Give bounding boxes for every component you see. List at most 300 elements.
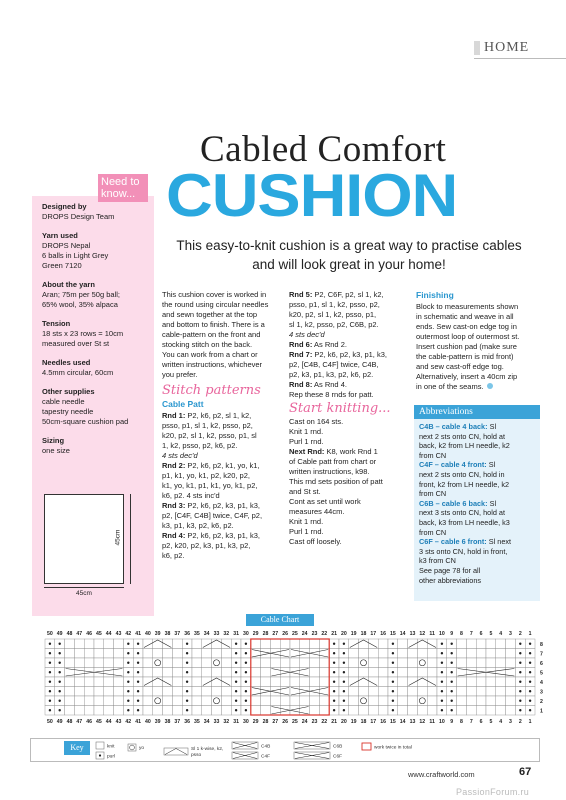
chart-cell [290, 639, 300, 649]
chart-col-label: 17 [370, 631, 377, 637]
chart-cell [506, 649, 516, 659]
chart-cell [290, 696, 300, 706]
chart-cell [143, 668, 153, 678]
chart-cell [172, 706, 182, 716]
round-line [289, 350, 413, 360]
chart-cell [359, 658, 369, 668]
chart-cell [192, 687, 202, 697]
chart-cell [368, 649, 378, 659]
chart-cell [378, 658, 388, 668]
chart-cell [153, 658, 163, 668]
chart-cell [212, 639, 222, 649]
start-line: Cont as set until work [289, 497, 361, 506]
chart-col-label: 12 [419, 719, 426, 725]
schematic-height-line [114, 494, 138, 584]
chart-cell [94, 639, 104, 649]
chart-cell [261, 677, 271, 687]
chart-cell [427, 649, 437, 659]
purl-dot [245, 643, 247, 645]
chart-cell [368, 706, 378, 716]
abbr-line: from CN [419, 527, 447, 537]
purl-dot [245, 662, 247, 664]
chart-cell [359, 639, 369, 649]
chart-cell [417, 639, 427, 649]
chart-cell [466, 677, 476, 687]
chart-col-label: 5 [489, 631, 493, 637]
finishing-line: ends. Sew cast-on edge tog in [416, 322, 517, 331]
round-line [162, 501, 286, 511]
purl-dot [441, 690, 443, 692]
chart-cell [65, 658, 75, 668]
chart-cell [496, 668, 506, 678]
chart-col-label: 44 [105, 719, 112, 725]
chart-cell [172, 668, 182, 678]
chart-cell [104, 668, 114, 678]
abbr-def: Sl [486, 460, 496, 470]
purl-dot [333, 690, 335, 692]
round-line: k6, p2. [162, 551, 185, 560]
section-tab-marker [474, 41, 480, 55]
chart-cell [172, 696, 182, 706]
purl-dot [235, 671, 237, 673]
start-line: Cast off loosely. [289, 537, 342, 546]
purl-dot [451, 700, 453, 702]
abbr-line [419, 460, 537, 470]
finishing-line: and sew cast-off edge tog. [416, 362, 504, 371]
chart-col-label: 10 [439, 631, 445, 637]
chart-cell [457, 649, 467, 659]
purl-dot [186, 700, 188, 702]
purl-dot [59, 652, 61, 654]
chart-cell [172, 639, 182, 649]
purl-dot [519, 652, 521, 654]
chart-col-label: 28 [262, 719, 269, 725]
chart-col-label: 18 [360, 719, 367, 725]
intro-line: This cushion cover is worked in [162, 290, 267, 299]
chart-cell [114, 677, 124, 687]
chart-cell [300, 706, 310, 716]
purl-dot [451, 690, 453, 692]
round-text: P2, k6, p2, k3, p1, k3, [312, 350, 387, 359]
round-line: 4 sts dec'd [289, 330, 325, 339]
chart-row-label: 8 [540, 641, 543, 648]
title-line2: CUSHION [166, 162, 458, 229]
purl-dot [186, 671, 188, 673]
key-symbols [94, 740, 534, 762]
chart-cell [153, 639, 163, 649]
chart-cell [251, 696, 261, 706]
chart-col-label: 29 [252, 719, 259, 725]
purl-dot [519, 700, 521, 702]
purl-dot [245, 700, 247, 702]
chart-cell [104, 687, 114, 697]
chart-row-label: 2 [540, 698, 543, 705]
chart-cell [261, 668, 271, 678]
column-1 [162, 290, 286, 561]
chart-cell [114, 696, 124, 706]
purl-dot [186, 652, 188, 654]
abbr-def: Sl [487, 498, 497, 508]
chart-cell [270, 677, 280, 687]
round-label: Rnd 5: [289, 290, 313, 299]
chart-cell [486, 677, 496, 687]
chart-cell [84, 706, 94, 716]
chart-cell [466, 687, 476, 697]
chart-cell [94, 687, 104, 697]
purl-dot [137, 662, 139, 664]
chart-cell [319, 668, 329, 678]
round-label: Rnd 3: [162, 501, 186, 510]
chart-cell [74, 639, 84, 649]
chart-col-label: 31 [233, 719, 239, 725]
intro-line: and bottom to finish. There is a [162, 320, 265, 329]
sidebar-text: cable needle [42, 397, 85, 406]
start-line: Purl 1 rnd. [289, 437, 324, 446]
chart-cell [486, 696, 496, 706]
chart-row-label: 3 [540, 689, 543, 696]
chart-col-label: 16 [380, 719, 386, 725]
chart-cell [172, 687, 182, 697]
round-line: sl 1, k2, psso, p2, C6B, p2. [289, 320, 379, 329]
chart-col-label: 8 [460, 719, 463, 725]
chart-cell [192, 639, 202, 649]
sidebar-content [42, 202, 154, 456]
chart-col-label: 34 [203, 719, 210, 725]
chart-col-label: 33 [213, 719, 220, 725]
chart-cell [408, 658, 418, 668]
chart-cell [349, 706, 359, 716]
chart-cell [104, 649, 114, 659]
chart-cell [486, 706, 496, 716]
chart-cell [349, 668, 359, 678]
chart-col-label: 32 [223, 719, 230, 725]
chart-col-label: 32 [223, 631, 230, 637]
abbr-line: back, k3 from LH needle, k3 [419, 517, 510, 527]
chart-col-label: 41 [135, 719, 141, 725]
purl-dot [529, 662, 531, 664]
abbr-line: from CN [419, 450, 447, 460]
abbr-line: next 2 sts onto CN, hold in [419, 469, 505, 479]
purl-dot [127, 709, 129, 711]
sidebar-text: measured over St st [42, 339, 110, 348]
chart-cell [310, 658, 320, 668]
chart-cell [476, 658, 486, 668]
chart-col-label: 49 [56, 631, 63, 637]
purl-dot [235, 643, 237, 645]
purl-dot [235, 700, 237, 702]
chart-cell [192, 668, 202, 678]
cable-patt-heading: Cable Patt [162, 399, 204, 409]
abbr-def: Sl [487, 422, 497, 431]
purl-dot [392, 700, 394, 702]
purl-dot [59, 671, 61, 673]
chart-col-label: 25 [292, 719, 298, 725]
chart-cell [84, 687, 94, 697]
chart-cell [221, 687, 231, 697]
purl-dot [137, 709, 139, 711]
section-label: HOME [484, 40, 530, 55]
chart-cell [202, 687, 212, 697]
chart-cell [270, 706, 280, 716]
chart-cell [466, 649, 476, 659]
chart-cell [65, 687, 75, 697]
chart-cell [163, 668, 173, 678]
chart-cell [408, 696, 418, 706]
chart-cell [74, 668, 84, 678]
chart-cell [310, 677, 320, 687]
purl-dot [451, 681, 453, 683]
chart-cell [408, 668, 418, 678]
chart-col-label: 48 [66, 631, 73, 637]
chart-col-label: 40 [145, 631, 151, 637]
chart-cell [496, 696, 506, 706]
chart-cell [84, 649, 94, 659]
chart-cell [212, 649, 222, 659]
sidebar-text: DROPS Design Team [42, 212, 115, 221]
chart-cell [310, 706, 320, 716]
finishing-line: Block to measurements shown [416, 302, 519, 311]
purl-dot [333, 681, 335, 683]
chart-col-label: 9 [450, 719, 454, 725]
chart-cell [398, 639, 408, 649]
chart-cell [310, 639, 320, 649]
round-label: Rnd 1: [162, 411, 186, 420]
chart-cell [300, 658, 310, 668]
chart-col-label: 5 [489, 719, 493, 725]
abbr-line: next 2 sts onto CN, hold at [419, 431, 505, 441]
chart-cell [212, 706, 222, 716]
round-text: As Rnd 2. [312, 340, 347, 349]
chart-cell [506, 706, 516, 716]
chart-cell [261, 706, 271, 716]
chart-cell [261, 658, 271, 668]
abbr-line: front, k2 from LH needle, k2 [419, 479, 510, 489]
chart-col-label: 27 [272, 631, 279, 637]
twice-key-icon [362, 743, 371, 750]
chart-col-label: 33 [213, 631, 220, 637]
chart-row-label: 5 [540, 670, 543, 677]
chart-col-label: 35 [194, 631, 200, 637]
chart-cell [153, 687, 163, 697]
round-label: Rnd 8: [289, 380, 313, 389]
chart-col-label: 24 [301, 719, 308, 725]
chart-cell [310, 696, 320, 706]
round-text: K8, work Rnd 1 [324, 447, 378, 456]
chart-cell [427, 706, 437, 716]
chart-cell [221, 668, 231, 678]
purl-dot [519, 671, 521, 673]
abbr-line [419, 499, 537, 509]
chart-cell [349, 696, 359, 706]
chart-cell [417, 668, 427, 678]
chart-col-label: 44 [105, 631, 112, 637]
chart-cell [65, 639, 75, 649]
intro-line: and sewn together at the top [162, 310, 258, 319]
chart-col-label: 37 [174, 719, 181, 725]
key-c4b: C4B [261, 744, 271, 750]
purl-dot [519, 690, 521, 692]
chart-col-label: 25 [292, 631, 298, 637]
purl-dot [245, 709, 247, 711]
purl-dot [49, 700, 51, 702]
purl-dot [235, 681, 237, 683]
column-3 [416, 290, 540, 392]
chart-cell [74, 706, 84, 716]
chart-cell [94, 696, 104, 706]
chart-cell [496, 706, 506, 716]
chart-col-label: 10 [439, 719, 445, 725]
chart-cell [319, 658, 329, 668]
purl-dot [343, 671, 345, 673]
chart-cell [496, 687, 506, 697]
chart-cell [506, 658, 516, 668]
chart-cell [74, 658, 84, 668]
intro-line: written instructions, whichever [162, 360, 263, 369]
chart-col-label: 37 [174, 631, 181, 637]
chart-cell [261, 639, 271, 649]
chart-cell [359, 649, 369, 659]
chart-cell [84, 658, 94, 668]
purl-dot [333, 700, 335, 702]
purl-dot [186, 662, 188, 664]
chart-cell [65, 677, 75, 687]
purl-dot [529, 709, 531, 711]
chart-cell [202, 649, 212, 659]
key-yo: yo [139, 746, 145, 751]
chart-cell [398, 677, 408, 687]
chart-cell [202, 696, 212, 706]
chart-col-label: 43 [115, 631, 122, 637]
purl-dot [451, 643, 453, 645]
chart-cell [261, 696, 271, 706]
chart-col-label: 12 [419, 631, 426, 637]
purl-dot [451, 662, 453, 664]
chart-cell [290, 658, 300, 668]
round-label: Rnd 2: [162, 461, 186, 470]
chart-cell [290, 687, 300, 697]
start-knitting-heading: Start knitting... [289, 401, 391, 416]
chart-col-label: 21 [331, 631, 337, 637]
purl-dot [343, 709, 345, 711]
chart-cell [359, 706, 369, 716]
key-purl: purl [107, 754, 115, 760]
chart-cell [457, 706, 467, 716]
chart-cell [172, 649, 182, 659]
round-line [289, 447, 413, 457]
chart-col-label: 2 [518, 719, 522, 725]
chart-cell [368, 687, 378, 697]
chart-col-label: 2 [518, 631, 522, 637]
chart-cell [496, 639, 506, 649]
purl-dot [235, 652, 237, 654]
purl-dot [392, 690, 394, 692]
chart-cell [172, 658, 182, 668]
chart-cell [192, 696, 202, 706]
chart-cell [300, 668, 310, 678]
purl-dot [343, 652, 345, 654]
end-dot-icon [487, 383, 493, 389]
chart-col-label: 40 [145, 719, 151, 725]
purl-dot [127, 643, 129, 645]
purl-dot [441, 662, 443, 664]
round-line: This rnd sets position of patt [289, 477, 383, 486]
round-label: Next Rnd: [289, 447, 325, 456]
finishing-line: Alternatively, insert a 40cm zip [416, 372, 518, 381]
chart-cell [280, 639, 290, 649]
chart-cell [212, 658, 222, 668]
chart-col-label: 45 [96, 719, 102, 725]
chart-cell [486, 649, 496, 659]
round-line [162, 411, 286, 421]
footer-url[interactable]: www.craftworld.com [408, 770, 475, 779]
sidebar-text: 50cm-square cushion pad [42, 417, 129, 426]
chart-cell [153, 649, 163, 659]
chart-cell [192, 658, 202, 668]
chart-cell [398, 668, 408, 678]
chart-cell [143, 658, 153, 668]
chart-col-label: 22 [321, 631, 328, 637]
chart-col-label: 7 [469, 631, 473, 637]
chart-cell [192, 706, 202, 716]
finishing-text [416, 302, 540, 392]
chart-cell [378, 668, 388, 678]
chart-cell [114, 639, 124, 649]
purl-dot [127, 662, 129, 664]
chart-col-label: 9 [450, 631, 454, 637]
chart-cell [378, 649, 388, 659]
purl-dot [59, 662, 61, 664]
purl-dot [441, 700, 443, 702]
purl-dot [127, 681, 129, 683]
purl-dot [127, 690, 129, 692]
chart-col-label: 38 [164, 719, 171, 725]
round-line: written instructions, k98. [289, 467, 370, 476]
sidebar-text: one size [42, 446, 70, 455]
chart-cell [457, 696, 467, 706]
round-line: p2, [C4B, C4F] twice, C4B, [289, 360, 379, 369]
chart-col-label: 47 [76, 719, 83, 725]
chart-cell [398, 687, 408, 697]
chart-cell [192, 677, 202, 687]
abbreviations-title: Abbreviations [414, 405, 540, 419]
purl-dot [49, 652, 51, 654]
page-number: 67 [519, 766, 532, 778]
chart-cell [457, 687, 467, 697]
purl-dot [529, 643, 531, 645]
chart-cell [368, 668, 378, 678]
schematic-width: 45cm [44, 590, 124, 597]
key-c4f: C4F [261, 754, 271, 760]
chart-cell [221, 696, 231, 706]
chart-cell [417, 687, 427, 697]
chart-col-label: 3 [509, 719, 512, 725]
purl-dot [343, 690, 345, 692]
chart-col-label: 15 [390, 631, 396, 637]
purl-dot [59, 709, 61, 711]
chart-cell [378, 687, 388, 697]
round-line [289, 290, 413, 300]
chart-cell [74, 696, 84, 706]
start-line: Knit 1 rnd. [289, 427, 324, 436]
chart-col-label: 36 [184, 719, 190, 725]
round-text: P2, k6, p2, k3, p1, k3, [185, 501, 260, 510]
chart-col-label: 21 [331, 719, 337, 725]
chart-col-label: 48 [66, 719, 73, 725]
chart-cell [457, 658, 467, 668]
purl-dot [59, 700, 61, 702]
chart-col-label: 24 [301, 631, 308, 637]
purl-dot [343, 643, 345, 645]
